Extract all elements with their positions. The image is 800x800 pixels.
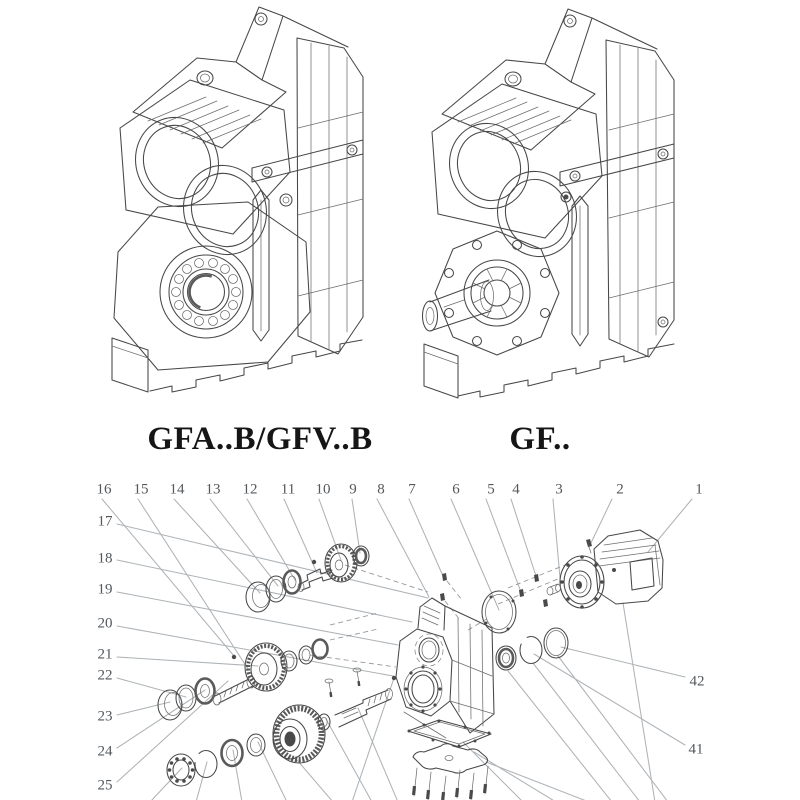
callout-12: 12 [242,481,258,498]
cooling-fins-left [148,97,261,143]
callout-23: 23 [97,708,113,725]
seal-ring-set [482,591,568,670]
callout-22: 22 [97,667,113,684]
exploded-parts-diagram [102,499,692,800]
callout-24: 24 [97,743,113,760]
figure-gf-drawing [423,9,675,398]
callout-6: 6 [452,481,460,498]
callout-3: 3 [555,481,563,498]
figure-label-gfab-gfv: GFA..B/GFV..B [147,421,373,457]
callout-19: 19 [97,581,113,598]
input-shaft-assembly [246,544,369,612]
leader-lines-right [534,647,685,745]
motor-flange-assembly [547,530,663,609]
callout-8: 8 [377,481,385,498]
callout-1: 1 [695,481,703,498]
oil-cover-plate-assembly [408,720,492,800]
callout-15: 15 [133,481,149,498]
callout-42: 42 [689,673,705,690]
leader-lines-left [117,524,428,782]
callout-9: 9 [349,481,357,498]
cooling-fins-right [458,98,571,144]
callout-7: 7 [408,481,416,498]
projection-lines [310,563,570,667]
callout-25: 25 [97,777,113,794]
output-bearing-left [160,246,252,338]
figure-label-gf: GF.. [509,421,571,457]
callout-4: 4 [512,481,520,498]
callout-17: 17 [97,513,113,530]
gear-housing [392,539,592,738]
leader-lines-bottom-cropped [150,603,668,800]
callout-41: 41 [688,741,704,758]
callout-11: 11 [280,481,296,498]
mounting-studs [325,668,361,697]
callout-14: 14 [169,481,185,498]
callout-13: 13 [205,481,221,498]
callout-10: 10 [315,481,331,498]
callout-18: 18 [97,550,113,567]
callout-20: 20 [97,615,113,632]
callout-16: 16 [96,481,112,498]
callout-21: 21 [97,646,113,663]
callout-2: 2 [616,481,624,498]
figure-gfab-gfv-drawing [112,7,363,392]
callout-5: 5 [487,481,495,498]
